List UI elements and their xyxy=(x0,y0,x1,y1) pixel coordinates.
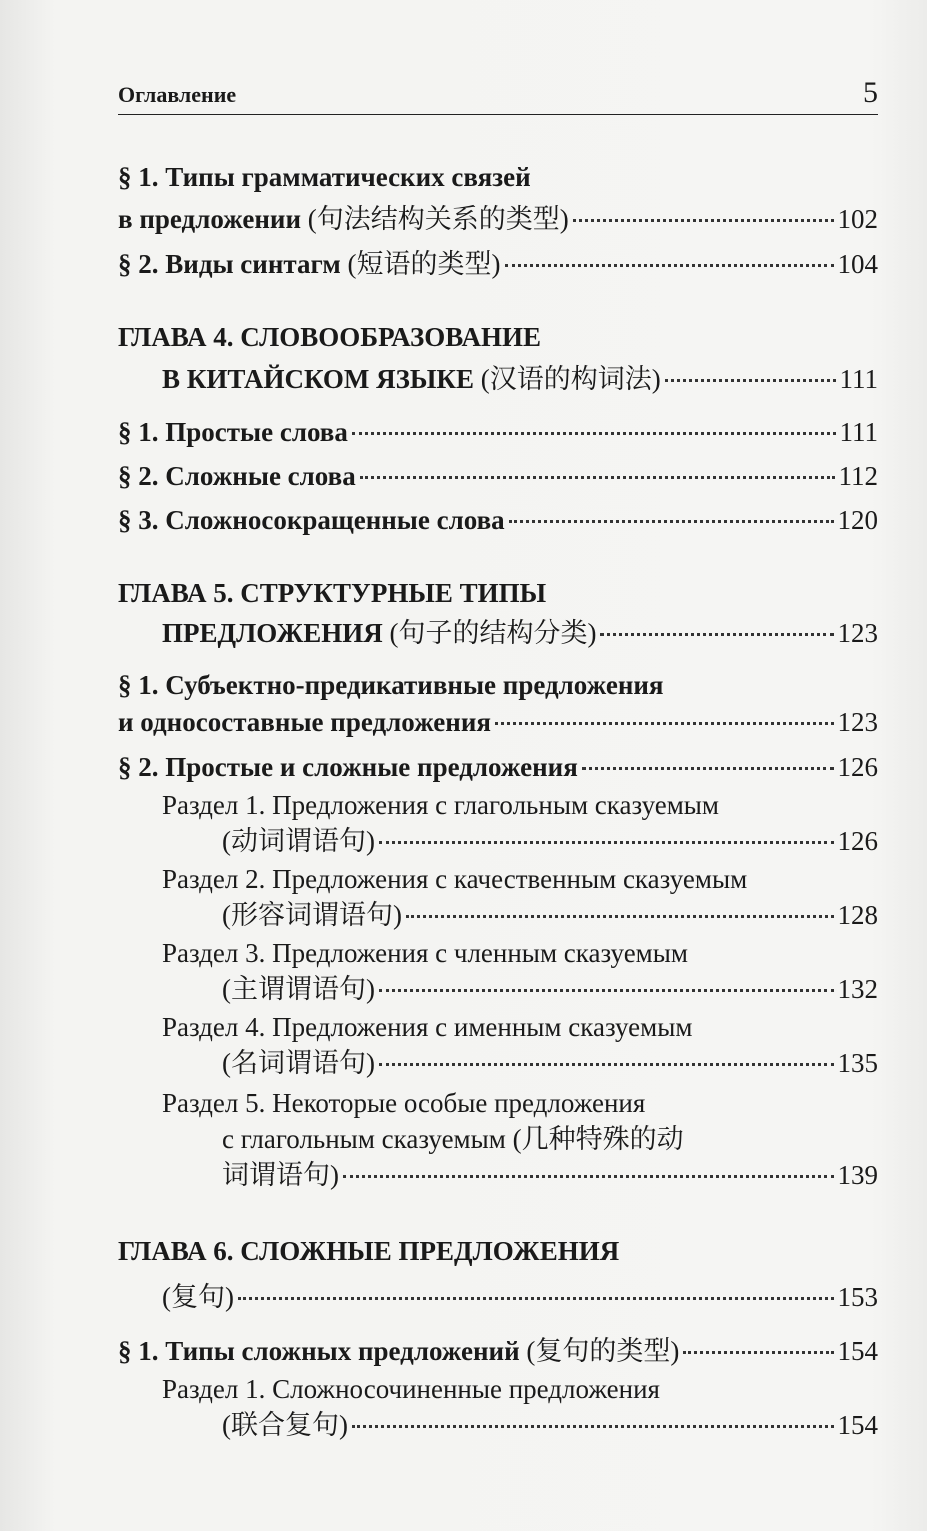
toc-line: § 1. Субъектно-предикативные предложения xyxy=(118,670,664,700)
toc-entry: § 2. Сложные слова 112 xyxy=(118,461,878,491)
toc-entry: ПРЕДЛОЖЕНИЯ (句子的结构分类) 123 xyxy=(162,618,878,648)
toc-entry: 词谓语句) 139 xyxy=(222,1160,878,1190)
toc-entry: § 2. Виды синтагм (短语的类型) 104 xyxy=(118,249,878,279)
running-header xyxy=(118,78,878,115)
toc-entry: (联合复句) 154 xyxy=(222,1410,878,1440)
toc-entry: (名词谓语句) 135 xyxy=(222,1048,878,1078)
toc-line: Раздел 1. Сложносочиненные предложения xyxy=(162,1374,660,1404)
toc-entry: в предложении (句法结构关系的类型) 102 xyxy=(118,204,878,234)
toc-line: Раздел 4. Предложения с именным сказуемым xyxy=(162,1012,693,1042)
toc-entry: § 2. Простые и сложные предложения 126 xyxy=(118,752,878,782)
toc-entry: и односоставные предложения 123 xyxy=(118,707,878,737)
chapter-heading: ГЛАВА 5. СТРУКТУРНЫЕ ТИПЫ xyxy=(118,578,547,608)
toc-line: Раздел 5. Некоторые особые предложения xyxy=(162,1088,646,1118)
toc-entry: (形容词谓语句) 128 xyxy=(222,900,878,930)
toc-entry: (主谓谓语句) 132 xyxy=(222,974,878,1004)
header-title: Оглавление xyxy=(118,82,237,107)
toc-line: с глагольным сказуемым (几种特殊的动 xyxy=(222,1124,684,1154)
toc-line: Раздел 1. Предложения с глагольным сказуемым xyxy=(162,790,720,820)
toc-line: Раздел 3. Предложения с членным сказуемым xyxy=(162,938,688,968)
toc-entry: (复句) 153 xyxy=(162,1282,878,1312)
toc-entry: § 1. Типы сложных предложений (复句的类型) 154 xyxy=(118,1336,878,1366)
toc-entry: § 1. Простые слова 111 xyxy=(118,417,878,447)
toc-entry: В КИТАЙСКОМ ЯЗЫКЕ (汉语的构词法) 111 xyxy=(162,364,878,394)
toc-entry: (动词谓语句) 126 xyxy=(222,826,878,856)
toc-line: § 1. Типы грамматических связей xyxy=(118,162,531,192)
chapter-heading: ГЛАВА 4. СЛОВООБРАЗОВАНИЕ xyxy=(118,322,542,352)
header-page-number: 5 xyxy=(863,76,878,109)
toc-entry: § 3. Сложносокращенные слова 120 xyxy=(118,505,878,535)
chapter-heading: ГЛАВА 6. СЛОЖНЫЕ ПРЕДЛОЖЕНИЯ xyxy=(118,1236,620,1266)
toc-line: Раздел 2. Предложения с качественным сказуемым xyxy=(162,864,748,894)
